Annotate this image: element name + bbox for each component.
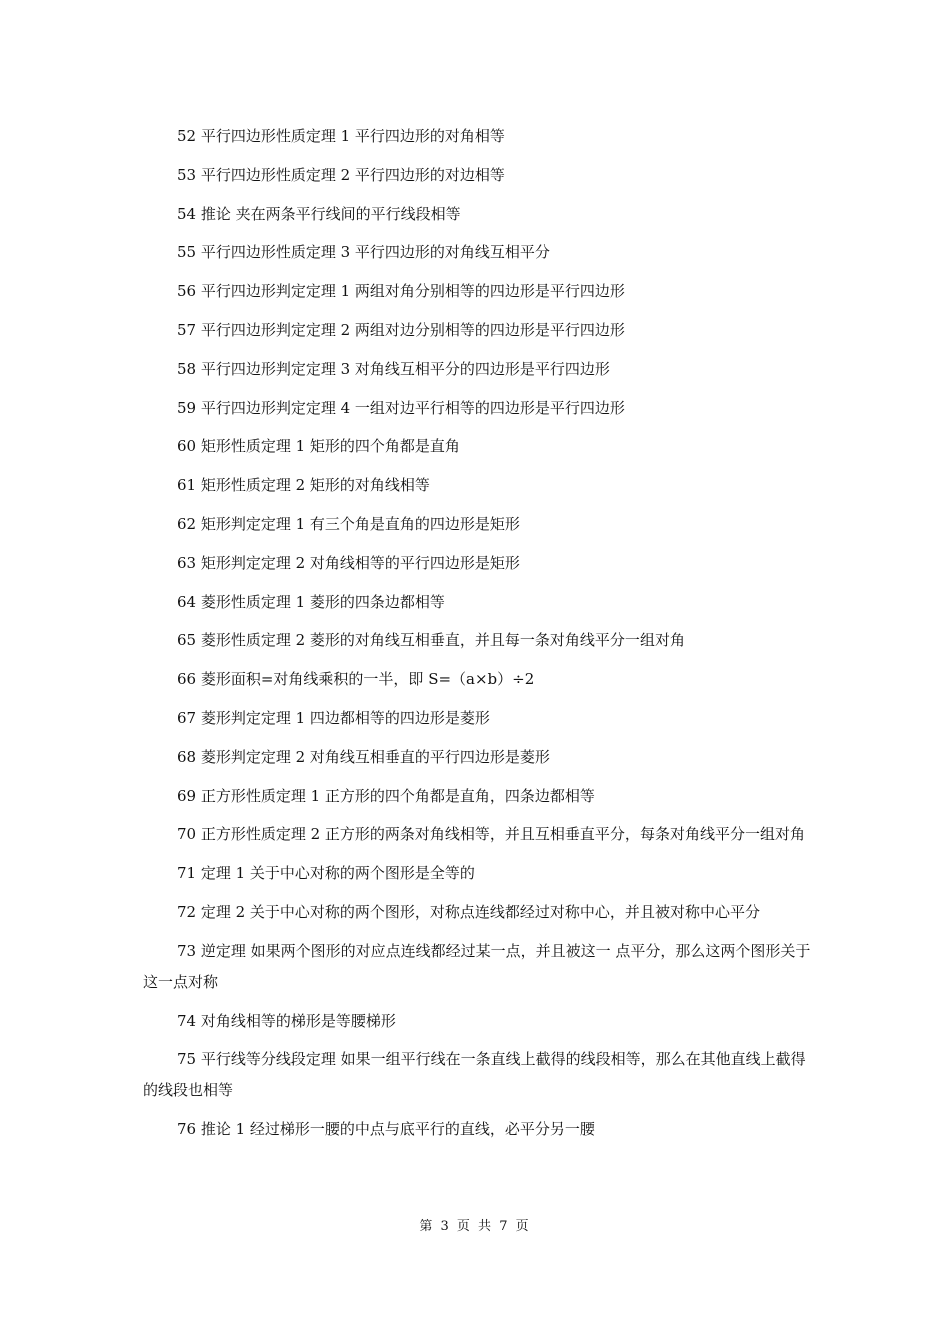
theorem-74: 74 对角线相等的梯形是等腰梯形	[177, 1011, 396, 1030]
theorem-52: 52 平行四边形性质定理 1 平行四边形的对角相等	[177, 127, 505, 145]
theorem-59: 59 平行四边形判定定理 4 一组对边平行相等的四边形是平行四边形	[177, 398, 625, 417]
page-footer: 第 3 页 共 7 页	[419, 1219, 531, 1234]
theorem-69: 69 正方形性质定理 1 正方形的四个角都是直角，四条边都相等	[177, 786, 595, 805]
theorem-55: 55 平行四边形性质定理 3 平行四边形的对角线互相平分	[177, 243, 550, 262]
theorem-61: 61 矩形性质定理 2 矩形的对角线相等	[177, 476, 430, 495]
document-body	[143, 121, 811, 1153]
theorem-71: 71 定理 1 关于中心对称的两个图形是全等的	[177, 864, 475, 883]
theorem-72: 72 定理 2 关于中心对称的两个图形，对称点连线都经过对称中心，并且被对称中心平分	[177, 902, 760, 921]
theorem-67: 67 菱形判定定理 1 四边都相等的四边形是菱形	[177, 708, 490, 727]
theorem-56: 56 平行四边形判定定理 1 两组对角分别相等的四边形是平行四边形	[177, 282, 625, 301]
theorem-62: 62 矩形判定定理 1 有三个角是直角的四边形是矩形	[177, 514, 520, 533]
theorem-76: 76 推论 1 经过梯形一腰的中点与底平行的直线，必平分另一腰	[177, 1120, 595, 1139]
theorem-68: 68 菱形判定定理 2 对角线互相垂直的平行四边形是菱形	[177, 747, 550, 766]
theorem-53: 53 平行四边形性质定理 2 平行四边形的对边相等	[177, 165, 505, 184]
theorem-64: 64 菱形性质定理 1 菱形的四条边都相等	[177, 592, 445, 611]
theorem-75: 75 平行线等分线段定理 如果一组平行线在一条直线上截得的线段相等，那么在其他直线上截得的线段也相等	[143, 1050, 806, 1100]
theorem-60: 60 矩形性质定理 1 矩形的四个角都是直角	[177, 437, 460, 456]
theorem-65: 65 菱形性质定理 2 菱形的对角线互相垂直，并且每一条对角线平分一组对角	[177, 631, 685, 650]
theorem-73: 73 逆定理 如果两个图形的对应点连线都经过某一点，并且被这一 点平分，那么这两个图形关于这一点对称	[143, 941, 811, 991]
theorem-57: 57 平行四边形判定定理 2 两组对边分别相等的四边形是平行四边形	[177, 320, 625, 339]
theorem-66: 66 菱形面积=对角线乘积的一半，即 S=（a×b）÷2	[177, 670, 535, 689]
theorem-63: 63 矩形判定定理 2 对角线相等的平行四边形是矩形	[177, 553, 520, 572]
theorem-70: 70 正方形性质定理 2 正方形的两条对角线相等，并且互相垂直平分，每条对角线平分一组对角	[177, 825, 805, 844]
theorem-58: 58 平行四边形判定定理 3 对角线互相平分的四边形是平行四边形	[177, 359, 610, 378]
theorem-54: 54 推论 夹在两条平行线间的平行线段相等	[177, 204, 461, 223]
